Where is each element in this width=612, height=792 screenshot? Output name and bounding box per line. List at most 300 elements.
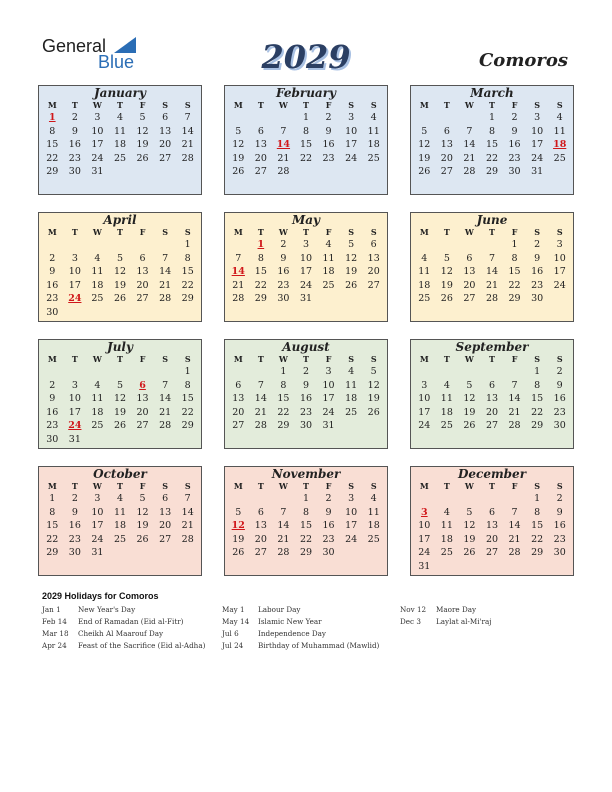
day-cell: 12	[463, 520, 476, 531]
day-cell: 29	[181, 293, 194, 304]
day-cell: 20	[463, 279, 476, 291]
day-cell: 29	[531, 547, 544, 558]
day-cell: 20	[159, 139, 172, 150]
day-cell: 30	[508, 166, 521, 177]
weekday-label: F	[511, 227, 518, 237]
day-cell: 25	[440, 420, 453, 431]
day-cell: 28	[181, 533, 194, 545]
empty-cell	[227, 111, 250, 125]
day-cell: 3	[556, 239, 563, 250]
empty-cell	[272, 111, 295, 125]
day-cell: 30	[68, 547, 81, 558]
weekday-label: S	[556, 481, 563, 491]
day-cell: 23	[299, 406, 313, 418]
day-cell: 2	[534, 239, 541, 250]
day-cell: 28	[277, 547, 290, 558]
day-cell: 23	[553, 406, 566, 418]
day-cell: 30	[553, 547, 566, 558]
country-name: Comoros	[478, 50, 568, 71]
day-cell: 14	[485, 266, 499, 277]
empty-cell	[154, 365, 177, 379]
day-cell: 26	[232, 166, 245, 177]
day-cell: 1	[534, 493, 541, 504]
day-cell: 4	[116, 112, 124, 123]
weekday-label: T	[71, 227, 78, 237]
day-cell: 12	[418, 139, 431, 150]
empty-cell	[503, 492, 526, 506]
day-cell: 25	[91, 420, 104, 431]
day-grid	[225, 111, 387, 179]
day-cell: 26	[136, 533, 149, 545]
day-cell: 27	[159, 152, 172, 164]
day-cell: 25	[322, 279, 335, 291]
day-cell: 15	[508, 266, 521, 277]
day-cell: 15	[299, 139, 313, 150]
month-name: January	[94, 86, 146, 100]
weekday-header	[411, 227, 573, 238]
day-cell: 6	[488, 506, 496, 518]
day-cell: 15	[181, 266, 194, 277]
weekday-label: T	[71, 100, 78, 110]
day-grid	[411, 492, 573, 573]
day-cell: 12	[136, 125, 149, 137]
day-cell: 20	[440, 152, 453, 164]
weekday-label: F	[139, 227, 146, 237]
day-cell: 6	[443, 125, 450, 137]
holiday-name: Cheikh Al Maarouf Day	[78, 629, 164, 638]
day-cell: 9	[325, 125, 332, 137]
day-cell: 21	[254, 406, 267, 418]
day-cell: 18	[91, 406, 104, 418]
weekday-label: T	[443, 354, 450, 364]
day-cell: 11	[418, 266, 431, 277]
day-cell: 24	[345, 533, 358, 545]
day-cell: 27	[136, 293, 149, 304]
day-cell: 16	[46, 279, 59, 291]
empty-cell	[436, 238, 459, 252]
weekday-label: T	[257, 481, 264, 491]
weekday-header	[39, 481, 201, 492]
logo-word-general: General	[42, 36, 107, 56]
day-cell: 7	[184, 112, 191, 123]
day-cell: 3	[302, 239, 310, 250]
day-cell: 23	[46, 293, 59, 304]
day-cell: 26	[463, 420, 476, 431]
day-cell: 12	[367, 379, 380, 391]
day-grid	[225, 492, 387, 560]
day-cell: 17	[345, 139, 358, 150]
day-cell: 23	[68, 533, 81, 545]
weekday-label: T	[117, 100, 123, 110]
empty-cell	[436, 492, 459, 506]
day-cell: 11	[91, 393, 104, 404]
empty-cell	[86, 365, 109, 379]
weekday-label: S	[556, 354, 563, 364]
holiday-name: Independence Day	[258, 629, 326, 638]
weekday-label: M	[419, 354, 429, 364]
day-cell: 23	[508, 152, 521, 164]
day-cell: 24	[299, 279, 313, 291]
day-cell: 14	[159, 393, 172, 404]
day-cell: 30	[46, 306, 59, 318]
holiday-column	[222, 604, 379, 652]
day-cell: 18	[367, 520, 380, 531]
day-cell: 16	[508, 139, 521, 150]
day-cell: 21	[181, 139, 194, 150]
day-cell: 22	[531, 533, 544, 545]
day-cell: 20	[485, 533, 499, 545]
day-cell: 13	[485, 393, 499, 404]
day-cell: 31	[91, 547, 104, 558]
empty-cell	[458, 111, 481, 125]
day-cell: 2	[556, 493, 563, 504]
holiday-date: Jan 1	[42, 605, 61, 614]
holiday-day: 6	[139, 379, 146, 391]
day-cell: 28	[463, 166, 476, 177]
holiday-date: Apr 24	[42, 641, 67, 650]
weekday-label: S	[162, 227, 169, 237]
day-cell: 2	[556, 366, 563, 377]
day-cell: 17	[68, 406, 81, 418]
holiday-entry	[42, 640, 205, 652]
month-february	[224, 85, 388, 195]
day-cell: 4	[94, 379, 101, 391]
day-cell: 5	[116, 379, 124, 391]
day-cell: 21	[508, 406, 521, 418]
weekday-label: T	[489, 100, 495, 110]
day-cell: 21	[463, 152, 476, 164]
day-cell: 27	[440, 166, 453, 177]
day-cell: 21	[232, 279, 245, 291]
weekday-label: W	[464, 481, 474, 491]
day-cell: 2	[302, 366, 310, 377]
day-cell: 24	[345, 152, 358, 164]
day-cell: 7	[235, 252, 242, 264]
day-cell: 4	[348, 366, 355, 377]
holiday-date: Jul 6	[222, 629, 239, 638]
month-name: April	[103, 213, 137, 227]
month-name: June	[476, 213, 508, 227]
day-cell: 11	[91, 266, 104, 277]
day-cell: 7	[184, 493, 191, 504]
day-cell: 3	[421, 379, 428, 391]
holiday-date: Nov 12	[400, 605, 427, 614]
day-cell: 5	[443, 252, 450, 264]
day-cell: 19	[113, 406, 127, 418]
day-cell: 23	[322, 533, 335, 545]
weekday-label: F	[325, 227, 332, 237]
day-cell: 29	[181, 420, 194, 431]
day-cell: 19	[232, 152, 245, 164]
day-cell: 22	[181, 406, 194, 418]
weekday-label: T	[303, 100, 309, 110]
holiday-day: 14	[276, 139, 291, 150]
day-cell: 7	[280, 125, 287, 137]
day-cell: 28	[181, 152, 194, 164]
day-cell: 10	[418, 393, 431, 404]
empty-cell	[86, 238, 109, 252]
day-cell: 26	[440, 293, 453, 304]
day-cell: 4	[94, 252, 101, 264]
day-cell: 31	[531, 166, 544, 177]
day-cell: 4	[421, 252, 428, 264]
day-cell: 7	[511, 506, 518, 518]
holiday-name: Maore Day	[436, 605, 477, 614]
day-cell: 13	[254, 139, 267, 150]
weekday-label: M	[47, 481, 57, 491]
day-cell: 6	[235, 379, 242, 391]
weekday-label: M	[233, 481, 243, 491]
weekday-header	[225, 100, 387, 111]
weekday-label: F	[139, 481, 146, 491]
weekday-label: T	[489, 354, 495, 364]
weekday-label: S	[534, 227, 541, 237]
weekday-label: S	[184, 354, 191, 364]
weekday-label: F	[325, 100, 332, 110]
day-cell: 15	[254, 266, 267, 277]
day-cell: 1	[184, 366, 191, 377]
day-cell: 6	[162, 493, 169, 504]
day-cell: 11	[367, 125, 380, 137]
day-cell: 5	[370, 366, 377, 377]
day-cell: 28	[508, 547, 521, 558]
day-cell: 5	[466, 506, 473, 518]
holiday-entry	[222, 604, 379, 616]
day-cell: 22	[299, 152, 313, 164]
weekday-label: T	[117, 227, 123, 237]
day-cell: 8	[184, 252, 191, 264]
day-cell: 17	[322, 393, 335, 404]
day-cell: 3	[325, 366, 332, 377]
day-cell: 5	[421, 125, 428, 137]
day-cell: 21	[277, 152, 290, 164]
day-cell: 22	[46, 152, 59, 164]
holidays-title: 2029 Holidays for Comoros	[42, 591, 159, 601]
weekday-label: M	[47, 227, 57, 237]
day-cell: 13	[440, 139, 453, 150]
holiday-day: 1	[48, 112, 56, 123]
day-cell: 20	[232, 406, 245, 418]
day-cell: 25	[345, 406, 358, 418]
day-cell: 22	[254, 279, 267, 291]
day-cell: 8	[49, 506, 56, 518]
weekday-label: W	[278, 100, 288, 110]
day-cell: 23	[68, 152, 81, 164]
day-cell: 1	[49, 493, 56, 504]
weekday-label: S	[556, 227, 563, 237]
day-cell: 7	[280, 506, 287, 518]
weekday-header	[39, 354, 201, 365]
day-cell: 13	[136, 266, 149, 277]
day-cell: 17	[531, 139, 544, 150]
empty-cell	[227, 238, 250, 252]
holiday-name: New Year's Day	[78, 605, 136, 614]
empty-cell	[458, 365, 481, 379]
month-name: July	[107, 340, 133, 354]
weekday-label: W	[278, 354, 288, 364]
day-cell: 28	[254, 420, 267, 431]
day-cell: 27	[485, 420, 499, 431]
day-cell: 28	[232, 293, 245, 304]
weekday-label: T	[489, 481, 495, 491]
day-cell: 7	[511, 379, 518, 391]
weekday-label: S	[348, 354, 355, 364]
day-cell: 20	[254, 533, 267, 545]
day-cell: 8	[511, 252, 518, 264]
holiday-day: 3	[420, 506, 428, 518]
weekday-label: T	[489, 227, 495, 237]
empty-cell	[481, 238, 504, 252]
day-cell: 30	[277, 293, 290, 304]
empty-cell	[503, 365, 526, 379]
weekday-label: W	[464, 227, 474, 237]
weekday-label: W	[278, 227, 288, 237]
empty-cell	[250, 492, 273, 506]
empty-cell	[413, 111, 436, 125]
day-cell: 19	[232, 533, 245, 545]
day-cell: 9	[49, 266, 56, 277]
day-cell: 22	[181, 279, 194, 291]
day-cell: 12	[113, 393, 127, 404]
day-cell: 12	[440, 266, 453, 277]
empty-cell	[458, 492, 481, 506]
day-cell: 7	[488, 252, 496, 264]
weekday-label: S	[348, 227, 355, 237]
day-cell: 13	[463, 266, 476, 277]
day-cell: 15	[531, 520, 544, 531]
holiday-day: 24	[68, 293, 82, 304]
day-grid	[411, 365, 573, 433]
day-cell: 16	[553, 393, 566, 404]
day-cell: 7	[257, 379, 264, 391]
day-cell: 19	[113, 279, 127, 291]
day-cell: 15	[181, 393, 194, 404]
day-cell: 30	[531, 293, 544, 304]
day-cell: 11	[440, 520, 453, 531]
weekday-header	[411, 481, 573, 492]
day-cell: 1	[184, 239, 191, 250]
day-cell: 24	[531, 152, 544, 164]
day-cell: 11	[322, 252, 335, 264]
day-cell: 18	[322, 266, 335, 277]
empty-cell	[41, 365, 64, 379]
weekday-label: M	[233, 100, 243, 110]
day-cell: 16	[322, 520, 335, 531]
day-cell: 28	[485, 293, 499, 304]
weekday-label: F	[325, 481, 332, 491]
day-cell: 10	[418, 520, 431, 531]
day-cell: 26	[345, 279, 358, 291]
holiday-date: May 14	[222, 617, 250, 626]
weekday-label: S	[184, 227, 191, 237]
day-cell: 18	[440, 533, 453, 545]
year-title: 2029	[261, 38, 351, 76]
holiday-date: Feb 14	[42, 617, 67, 626]
day-cell: 6	[162, 112, 169, 123]
day-cell: 18	[113, 139, 127, 150]
day-cell: 14	[508, 520, 521, 531]
day-cell: 27	[367, 279, 380, 291]
weekday-header	[411, 354, 573, 365]
day-cell: 29	[46, 547, 59, 558]
day-cell: 29	[299, 547, 313, 558]
day-cell: 10	[322, 379, 335, 391]
day-cell: 11	[113, 506, 127, 518]
day-cell: 12	[113, 266, 127, 277]
day-cell: 9	[325, 506, 332, 518]
month-name: September	[455, 340, 529, 354]
weekday-label: W	[92, 227, 102, 237]
day-cell: 9	[511, 125, 518, 137]
empty-cell	[109, 365, 132, 379]
day-grid	[225, 365, 387, 433]
day-cell: 12	[232, 139, 245, 150]
day-cell: 16	[68, 139, 81, 150]
day-cell: 2	[325, 112, 332, 123]
logo-word-blue: Blue	[98, 52, 135, 72]
weekday-label: S	[184, 100, 191, 110]
day-cell: 27	[159, 533, 172, 545]
day-cell: 27	[254, 166, 267, 177]
month-january	[38, 85, 202, 195]
holiday-entry	[222, 616, 379, 628]
day-cell: 16	[68, 520, 81, 531]
empty-cell	[436, 365, 459, 379]
day-cell: 10	[553, 252, 566, 264]
day-cell: 15	[531, 393, 544, 404]
day-cell: 25	[91, 293, 104, 304]
day-cell: 4	[443, 506, 450, 518]
holiday-entry	[42, 616, 205, 628]
empty-cell	[41, 238, 64, 252]
day-cell: 24	[418, 420, 431, 431]
weekday-label: S	[184, 481, 191, 491]
weekday-label: T	[117, 354, 123, 364]
day-cell: 4	[370, 493, 377, 504]
day-cell: 30	[553, 420, 566, 431]
day-cell: 22	[508, 279, 521, 291]
month-name: February	[275, 86, 336, 100]
day-cell: 9	[556, 506, 563, 518]
day-cell: 31	[91, 166, 104, 177]
weekday-label: T	[443, 481, 450, 491]
day-cell: 12	[136, 506, 149, 518]
empty-cell	[250, 111, 273, 125]
day-cell: 22	[531, 406, 544, 418]
month-june	[410, 212, 574, 322]
weekday-label: W	[92, 354, 102, 364]
day-cell: 18	[418, 279, 431, 291]
day-cell: 27	[136, 420, 149, 431]
day-cell: 16	[299, 393, 313, 404]
empty-cell	[131, 238, 154, 252]
day-cell: 5	[139, 493, 146, 504]
day-cell: 19	[345, 266, 358, 277]
empty-cell	[436, 111, 459, 125]
day-cell: 15	[46, 139, 59, 150]
day-cell: 23	[277, 279, 290, 291]
weekday-label: W	[92, 481, 102, 491]
weekday-label: T	[303, 481, 309, 491]
empty-cell	[481, 492, 504, 506]
day-grid	[411, 111, 573, 179]
weekday-header	[411, 100, 573, 111]
day-cell: 3	[348, 493, 355, 504]
day-cell: 3	[534, 112, 541, 123]
day-cell: 14	[508, 393, 521, 404]
day-cell: 20	[485, 406, 499, 418]
day-cell: 27	[254, 547, 267, 558]
